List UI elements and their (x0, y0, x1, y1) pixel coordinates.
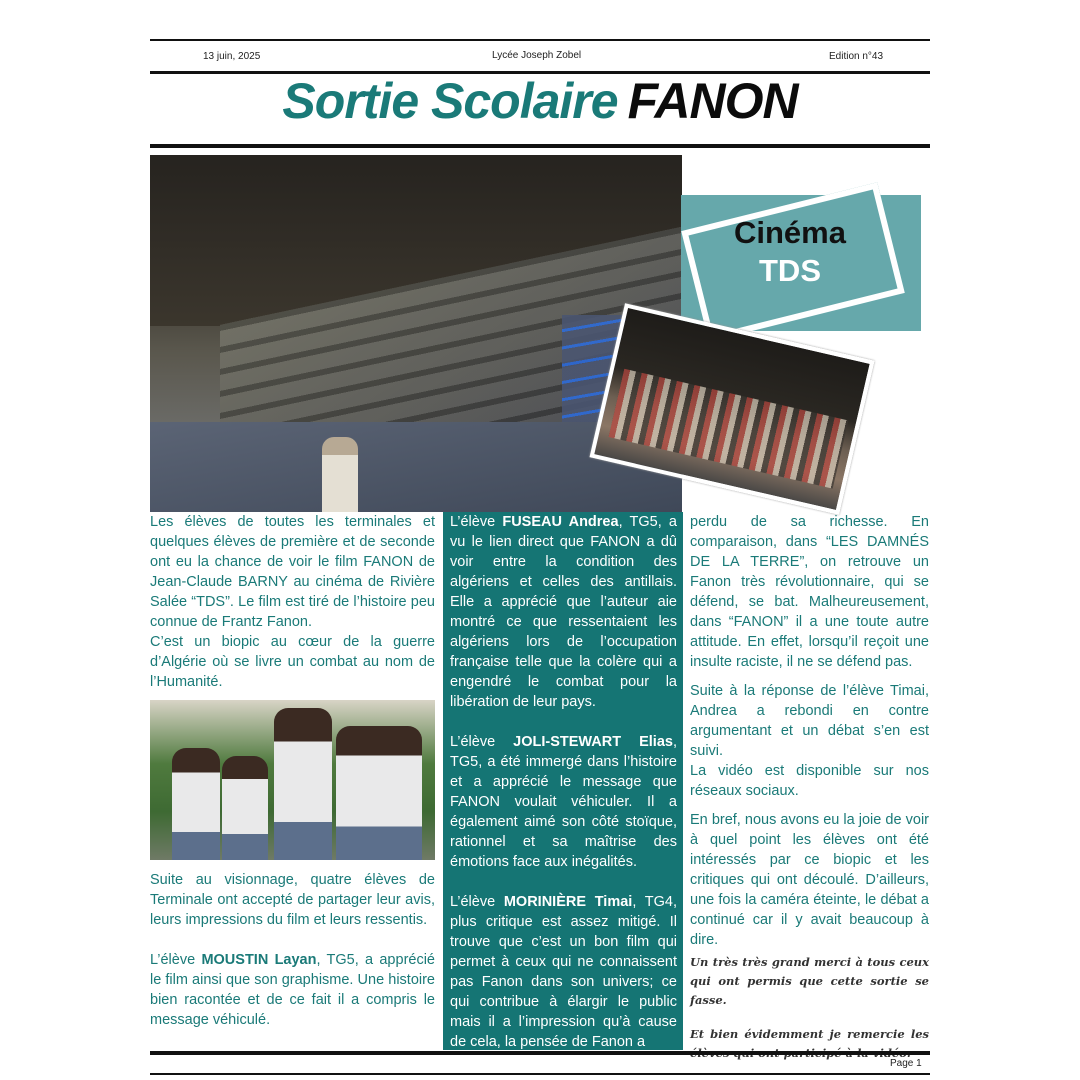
title-part-2: FANON (627, 73, 798, 129)
column-2 (443, 512, 683, 1050)
footer-rule (150, 1051, 930, 1055)
conclusion-paragraph: En bref, nous avons eu la joie de voir à quel point les élèves ont été intéressés par ce biopic et les critiques qui ont découlé. D’ailleurs, une fois la caméra éteinte, le débat a continué car il y avait beaucoup à dire. (690, 812, 929, 948)
photo-standing-person (322, 437, 358, 512)
column-3 (690, 512, 929, 950)
thanks-note (690, 953, 929, 1063)
student-name-fuseau: FUSEAU Andrea (502, 514, 619, 530)
students-group-photo (150, 700, 435, 860)
student-name-moustin: MOUSTIN Layan (201, 952, 317, 968)
student-4 (336, 726, 422, 860)
debate-paragraph: Suite à la réponse de l’élève Timai, Andrea a rebondi en contre argumentant et un débat s’en est suivi. (690, 683, 929, 759)
student-1 (172, 748, 220, 860)
biopic-paragraph: C’est un biopic au cœur de la guerre d’Algérie où se livre un combat au nom de l’Humanité. (150, 634, 435, 690)
moriniere-paragraph: L’élève MORINIÈRE Timai, TG4, plus critique est assez mitigé. Il trouve que c’est un bon film qui permet à ceux qui ne connaissent pas Fanon dans son univers; ce qui contribue à élargir le public mais il a l’impression qu’à cause de cela, la pensée de Fanon a (450, 894, 677, 1050)
page-number: Page 1 (890, 1058, 922, 1069)
top-rule (150, 39, 930, 41)
student-name-joli-stewart: JOLI-STEWART Elias (513, 734, 673, 750)
thanks-line-1: Un très très grand merci à tous ceux qui ont permis que cette sortie se fasse. (690, 955, 929, 1007)
school-name: Lycée Joseph Zobel (492, 50, 582, 61)
joli-stewart-paragraph: L’élève JOLI-STEWART Elias, TG5, a été immergé dans l’histoire et a apprécié le message que FANON voulait véhiculer. Il a également aimé son côté stoïque, rationnel et sa maîtrise des émotions face aux inégalités. (450, 734, 677, 870)
moustin-paragraph: L’élève MOUSTIN Layan, TG5, a apprécié le film ainsi que son graphisme. Une histoire bien racontée et de ce fait il a compris le message véhiculé. (150, 952, 435, 1028)
issue-date: 13 juin, 2025 (203, 51, 261, 62)
video-paragraph: La vidéo est disponible sur nos réseaux sociaux. (690, 763, 929, 799)
cinema-badge-text (700, 214, 880, 290)
bottom-rule (150, 1073, 930, 1075)
fuseau-paragraph: L’élève FUSEAU Andrea, TG5, a vu le lien direct que FANON a dû voir entre la condition des algériens et celles des antillais. Elle a apprécié que l’auteur aie montré ce que ressentaient les algériens lors de l’occupation française telle que la colère qui a engendré le combat pour la libération de leur pays. (450, 514, 677, 710)
badge-line-1: Cinéma (734, 215, 846, 250)
edition-number: Edition n°43 (829, 51, 884, 62)
after-screening-paragraph: Suite au visionnage, quatre élèves de Terminale ont accepté de partager leur avis, leurs impressions du film et leurs ressentis. (150, 872, 435, 928)
badge-line-2: TDS (759, 253, 821, 288)
thanks-line-2: Et bien évidemment je remercie les (690, 1027, 929, 1041)
column-1-bottom (150, 870, 435, 1030)
student-2 (222, 756, 268, 860)
title-rule (150, 144, 930, 148)
column-1-top (150, 512, 435, 692)
page-title (150, 72, 930, 130)
intro-paragraph: Les élèves de toutes les terminales et quelques élèves de première et de seconde ont eu la chance de voir le film FANON de Jean-Claude BARNY au cinéma de Rivière Salée “TDS”. Le film est tiré de l’histoire peu connue de Frantz Fanon. (150, 514, 435, 630)
title-part-1: Sortie Scolaire (282, 73, 618, 129)
student-3 (274, 708, 332, 860)
student-name-moriniere: MORINIÈRE Timai (503, 894, 633, 910)
comparison-paragraph: perdu de sa richesse. En comparaison, dans “LES DAMNÉS DE LA TERRE”, on retrouve un Fanon très révolutionnaire, qui se défend, se bat. Malheureusement, dans “FANON” il a une toute autre attitude. En effet, lorsqu’il reçoit une insulte raciste, il ne se défend pas. (690, 514, 929, 670)
